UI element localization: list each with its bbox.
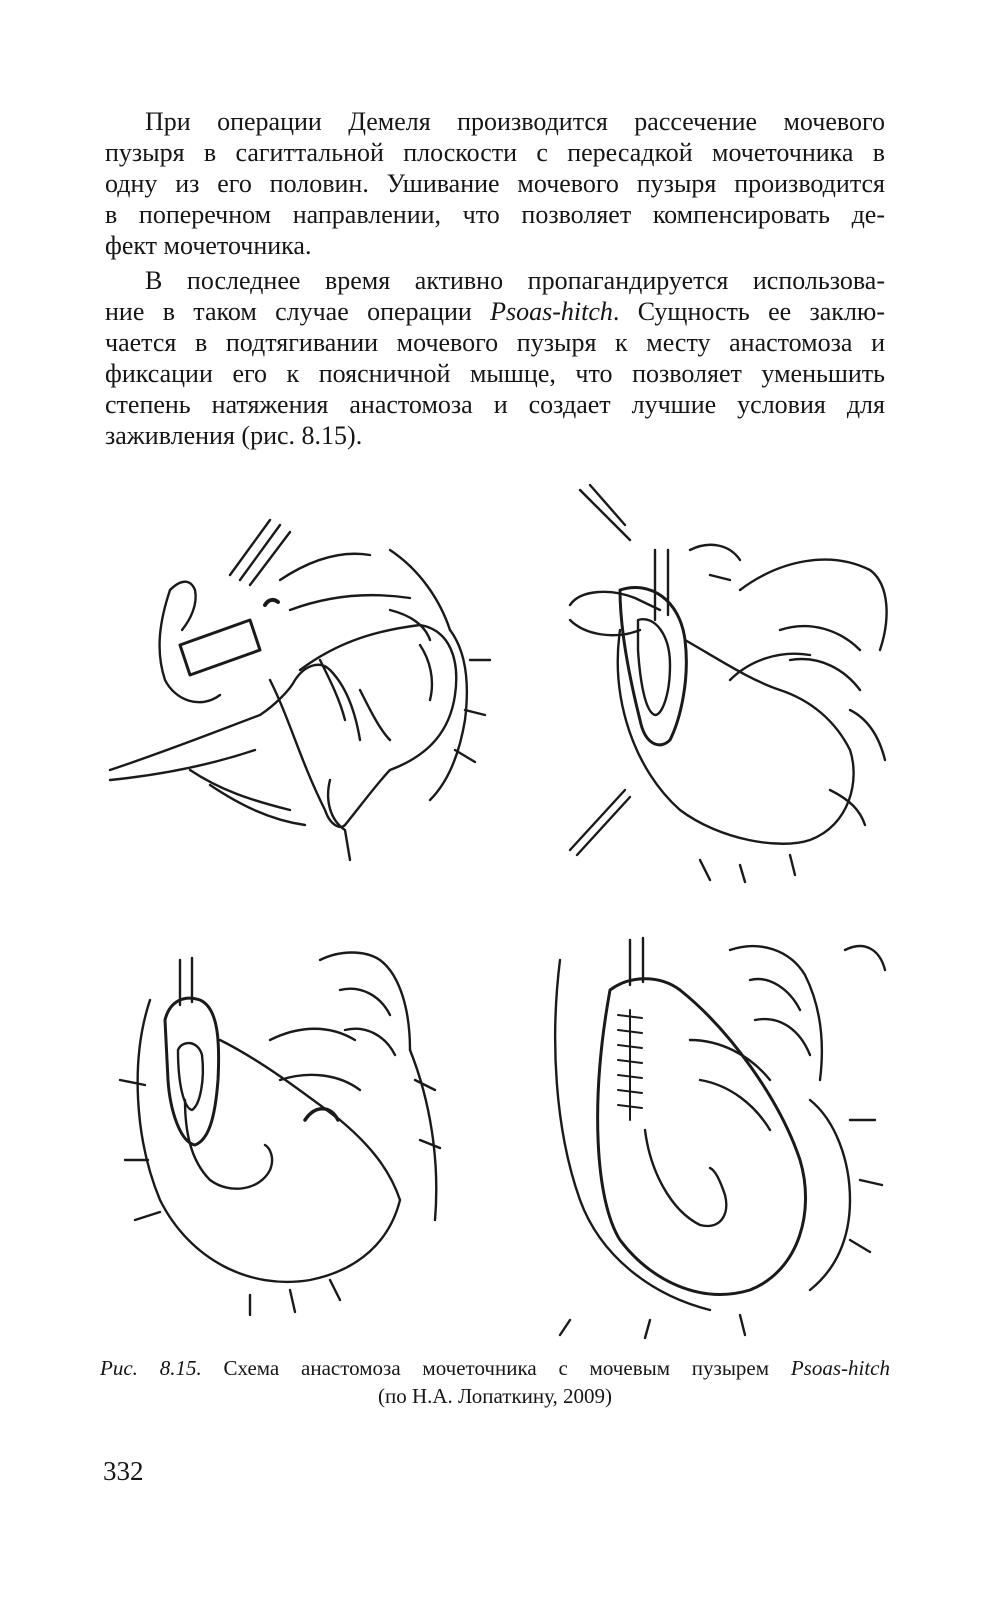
text-line: степень натяжения анастомоза и создает лучшие условия для xyxy=(105,390,885,419)
figure-caption xyxy=(100,1354,890,1410)
text-line: фект мочеточника. xyxy=(105,231,312,260)
text-line: в поперечном направлении, что позволяет компенсировать де- xyxy=(105,200,885,229)
caption-line xyxy=(100,1354,890,1382)
text-line: чается в подтягивании мочевого пузыря к месту анастомоза и xyxy=(105,328,885,357)
text-fragment: ние в таком случае операции xyxy=(105,297,491,326)
term-psoas-hitch: Psoas-hitch xyxy=(490,297,613,326)
caption-source: (по Н.А. Лопаткину, 2009) xyxy=(377,1384,613,1408)
text-line xyxy=(105,296,885,327)
panel-top-left-drawing xyxy=(110,520,490,860)
figure-8-15-illustration xyxy=(90,480,910,1340)
caption-label: Рис. 8.15. xyxy=(100,1356,202,1380)
page-number: 332 xyxy=(103,1456,144,1486)
paragraph-demel-operation xyxy=(105,106,885,261)
text-fragment: . Сущность ее заклю- xyxy=(612,297,885,326)
text-line: фиксации его к поясничной мышце, что позволяет уменьшить xyxy=(105,359,885,388)
panel-bottom-right-drawing xyxy=(555,938,885,1338)
panel-bottom-left-drawing xyxy=(120,953,440,1316)
text-line: заживления (рис. 8.15). xyxy=(105,421,363,450)
text-line: В последнее время активно пропагандируется использова- xyxy=(145,266,885,295)
caption-term: Psoas-hitch xyxy=(790,1356,890,1380)
text-line: При операции Демеля производится рассечение мочевого xyxy=(145,107,885,136)
caption-text: Схема анастомоза мочеточника с мочевым пузырем xyxy=(201,1356,791,1380)
text-line: пузыря в сагиттальной плоскости с пересадкой мочеточника в xyxy=(105,138,885,167)
panel-top-right-drawing xyxy=(570,485,887,882)
text-line: одну из его половин. Ушивание мочевого пузыря производится xyxy=(105,169,885,198)
paragraph-psoas-hitch xyxy=(105,265,885,451)
surgical-drawings xyxy=(90,480,910,1340)
